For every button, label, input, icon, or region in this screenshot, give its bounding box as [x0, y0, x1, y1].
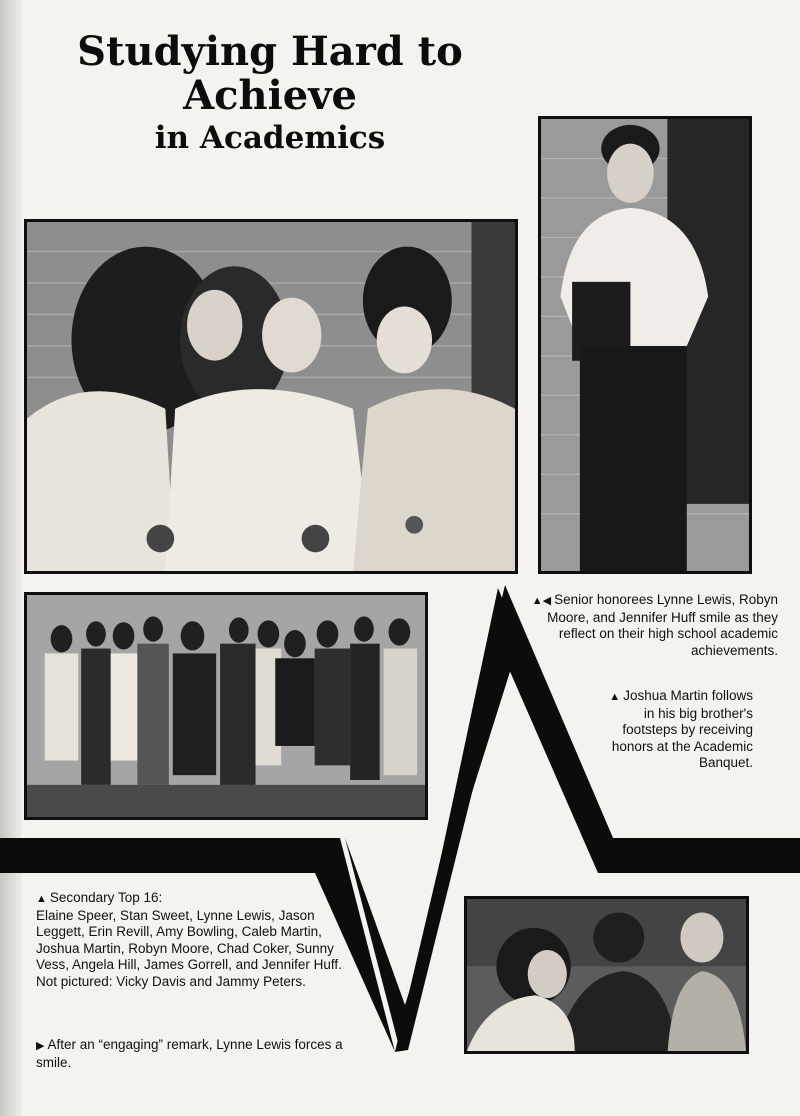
page-headline: [40, 30, 500, 158]
joshua-caption-text: Joshua Martin follows in his big brother's footsteps by receiving honors at the Academic Banquet.: [611, 688, 753, 770]
top16-caption-text: Elaine Speer, Stan Sweet, Lynne Lewis, Jason Leggett, Erin Revill, Amy Bowling, Caleb Martin, Joshua Martin, Robyn Moore, Chad Coker, Sunny Vess, Angela Hill, James Gorrell, and Jennifer Huff. Not pictured: Vicky Davis and Jammy Peters.: [36, 907, 342, 989]
handshake-photo-icon: [467, 899, 746, 1051]
secondary-top16-photo: [24, 592, 428, 820]
award-plaque-photo-icon: [541, 119, 749, 571]
caption-pointer-icon: ▶: [36, 1040, 45, 1052]
horizontal-band-right: [600, 838, 800, 873]
top16-caption-heading: Secondary Top 16:: [49, 890, 163, 905]
headline-line-3: in Academics: [154, 120, 386, 156]
top16-caption: [36, 890, 348, 990]
caption-pointer-icon: ▲: [609, 691, 621, 703]
honorees-caption-text: Senior honorees Lynne Lewis, Robyn Moore, and Jennifer Huff smile as they reflect on their high school academic achievements.: [547, 592, 778, 658]
joshua-martin-photo: [538, 116, 752, 574]
headline-line-2: Achieve: [183, 72, 357, 119]
headline-line-1: Studying Hard to: [77, 28, 463, 75]
caption-pointer-icon: ▲◀: [531, 595, 552, 607]
engaging-remark-photo: [464, 896, 749, 1054]
horizontal-band-left: [0, 838, 314, 873]
remark-caption: [36, 1037, 371, 1071]
group-photo-icon: [27, 595, 425, 817]
remark-caption-text: After an “engaging” remark, Lynne Lewis forces a smile.: [36, 1037, 343, 1070]
honorees-caption: [524, 592, 778, 659]
caption-pointer-icon: ▲: [36, 893, 47, 905]
senior-honorees-photo: [24, 219, 518, 574]
joshua-caption: [600, 688, 753, 772]
group-portrait-photo-icon: [27, 222, 515, 571]
